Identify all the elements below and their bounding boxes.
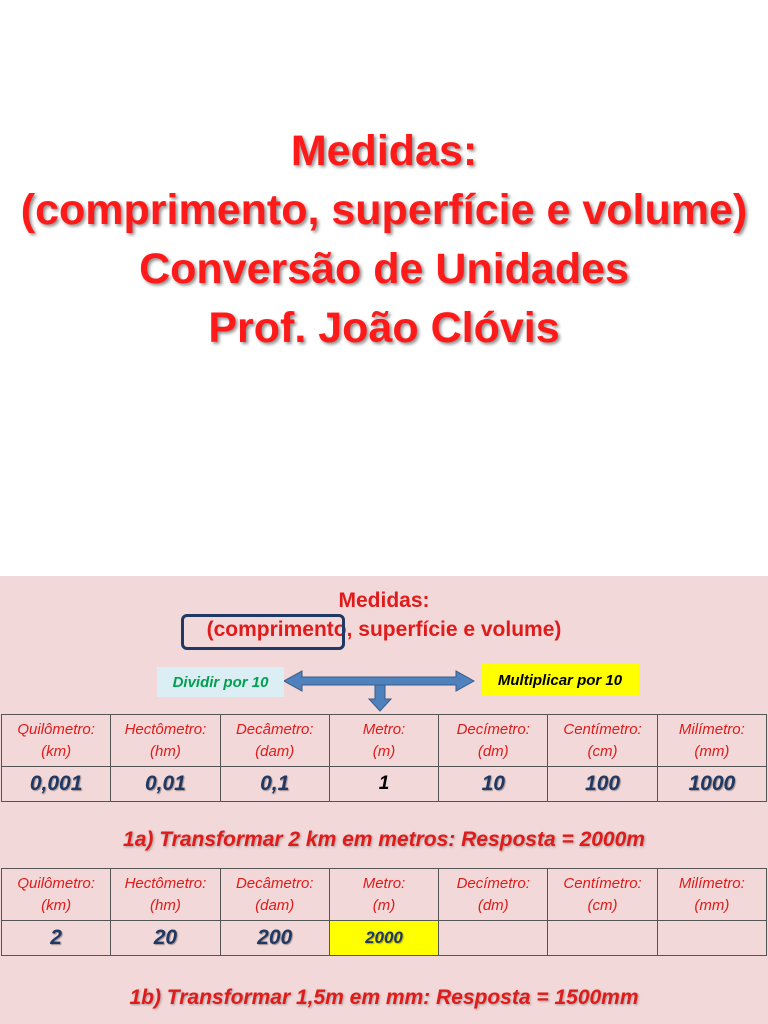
double-arrow-icon	[284, 668, 476, 712]
highlight-box	[181, 614, 345, 650]
slide2-title	[0, 586, 768, 644]
header-cell-hm: Hectômetro: (hm)	[111, 869, 220, 921]
value-cell-km: 2	[2, 921, 111, 956]
slide2-title-line-1: Medidas:	[338, 589, 430, 612]
slide2-title-line-2	[0, 615, 768, 644]
header-cell-cm: Centímetro: (cm)	[548, 869, 657, 921]
value-cell-m: 2000	[329, 921, 438, 956]
header-cell-m: Metro: (m)	[329, 869, 438, 921]
header-cell-km: Quilômetro: (km)	[2, 869, 111, 921]
table-value-row	[2, 767, 767, 802]
value-cell-dam: 200	[220, 921, 329, 956]
value-cell-dm: 10	[439, 767, 548, 802]
header-cell-km: Quilômetro: (km)	[2, 715, 111, 767]
multiply-label: Multiplicar por 10	[481, 664, 639, 696]
title-line-4: Prof. João Clóvis	[208, 304, 560, 352]
highlighted-word: (comprimento,	[206, 618, 353, 641]
title-line-1: Medidas:	[290, 127, 478, 175]
divide-label: Dividir por 10	[157, 667, 284, 697]
value-cell-km: 0,001	[2, 767, 111, 802]
header-cell-dam: Decâmetro: (dam)	[220, 869, 329, 921]
table-value-row	[2, 921, 767, 956]
slide-title	[0, 122, 768, 358]
header-cell-cm: Centímetro: (cm)	[548, 715, 657, 767]
header-cell-dm: Decímetro: (dm)	[439, 869, 548, 921]
header-cell-hm: Hectômetro: (hm)	[111, 715, 220, 767]
value-cell-dm	[439, 921, 548, 956]
conversion-slide	[0, 576, 768, 1024]
units-table-1	[1, 714, 767, 802]
value-cell-hm: 0,01	[111, 767, 220, 802]
header-cell-m: Metro: (m)	[329, 715, 438, 767]
exercise-1b: 1b) Transformar 1,5m em mm: Resposta = 1500mm	[129, 986, 639, 1009]
header-cell-dam: Decâmetro: (dam)	[220, 715, 329, 767]
value-cell-m: 1	[329, 767, 438, 802]
units-table-2	[1, 868, 767, 956]
header-cell-mm: Milímetro: (mm)	[657, 715, 766, 767]
value-cell-dam: 0,1	[220, 767, 329, 802]
table-header-row	[2, 715, 767, 767]
value-cell-hm: 20	[111, 921, 220, 956]
title-line-3: Conversão de Unidades	[139, 245, 629, 293]
header-cell-mm: Milímetro: (mm)	[657, 869, 766, 921]
value-cell-mm	[657, 921, 766, 956]
exercise-1a: 1a) Transformar 2 km em metros: Resposta = 2000m	[123, 828, 645, 851]
table-header-row	[2, 869, 767, 921]
value-cell-mm: 1000	[657, 767, 766, 802]
down-arrow-icon	[369, 685, 391, 711]
value-cell-cm: 100	[548, 767, 657, 802]
header-cell-dm: Decímetro: (dm)	[439, 715, 548, 767]
title-line-2: (comprimento, superfície e volume)	[20, 186, 748, 234]
title-line-2-rest: superfície e volume)	[352, 618, 562, 641]
value-cell-cm	[548, 921, 657, 956]
